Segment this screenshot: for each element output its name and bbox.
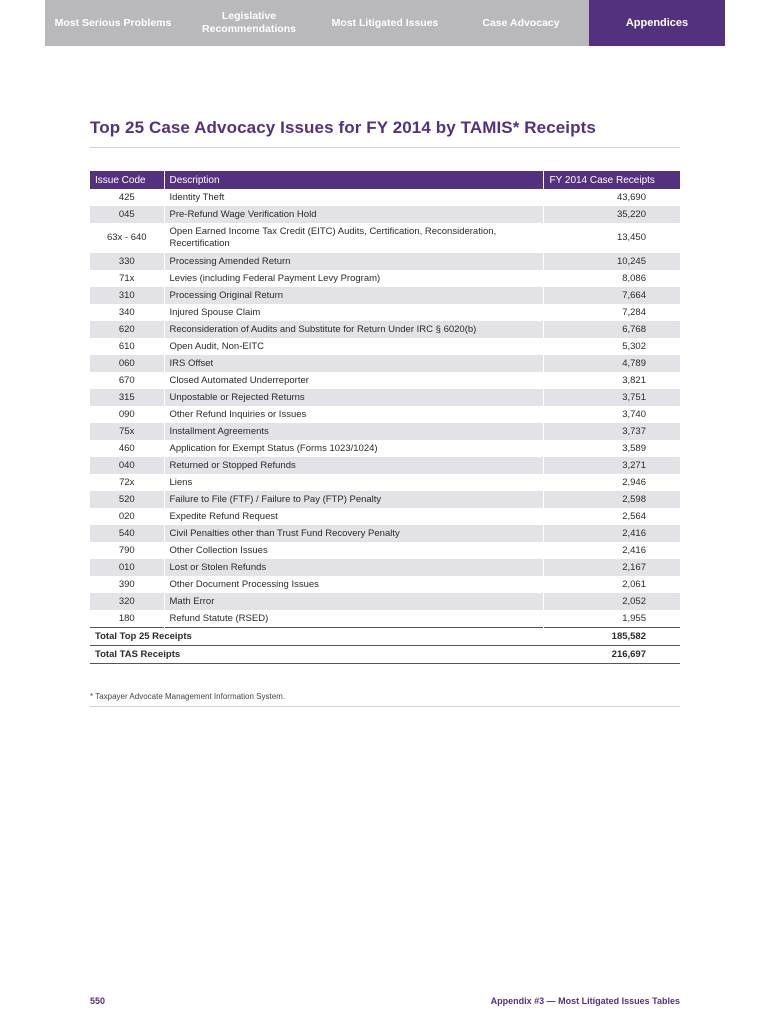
issue-code: 180 — [118, 613, 135, 624]
case-receipts: 3,751 — [543, 389, 680, 406]
issue-code: 520 — [90, 491, 164, 508]
issue-code: 060 — [90, 355, 164, 372]
issue-code: 390 — [118, 579, 135, 590]
issue-description: Other Refund Inquiries or Issues — [164, 406, 543, 423]
table-row — [90, 576, 680, 593]
issue-code: 790 — [118, 545, 135, 556]
issue-description: Civil Penalties other than Trust Fund Recovery Penalty — [164, 525, 543, 542]
issue-description: Installment Agreements — [164, 423, 543, 440]
issue-description: Refund Statute (RSED) — [164, 610, 543, 628]
case-receipts: 7,664 — [543, 287, 680, 304]
issue-description: Processing Amended Return — [164, 253, 543, 270]
issue-description: Failure to File (FTF) / Failure to Pay (FTP) Penalty — [164, 491, 543, 508]
issue-code: 460 — [118, 443, 135, 454]
issue-code: 040 — [90, 457, 164, 474]
issue-description: Closed Automated Underreporter — [164, 372, 543, 389]
case-receipts: 2,416 — [543, 542, 680, 559]
issue-code: 63x - 640 — [106, 232, 147, 243]
case-receipts: 8,086 — [543, 270, 680, 287]
table-row — [90, 593, 680, 610]
issue-description: Expedite Refund Request — [164, 508, 543, 525]
case-receipts: 3,589 — [543, 440, 680, 457]
page-number: 550 — [90, 996, 106, 1006]
table-header-row — [90, 171, 680, 189]
table-row — [90, 542, 680, 559]
issue-description: Returned or Stopped Refunds — [164, 457, 543, 474]
tab-appendices[interactable]: Appendices — [589, 0, 725, 46]
table-row — [90, 270, 680, 287]
issue-code: 090 — [118, 409, 135, 420]
issue-code: 71x — [119, 273, 135, 284]
tab-most-serious-problems[interactable]: Most Serious Problems — [54, 16, 172, 29]
table-row — [90, 457, 680, 474]
issue-description: Lost or Stolen Refunds — [164, 559, 543, 576]
header-case-receipts: FY 2014 Case Receipts — [543, 171, 680, 189]
total-top-25-row — [90, 628, 680, 646]
case-receipts: 3,737 — [543, 423, 680, 440]
table-row — [90, 304, 680, 321]
table-row — [90, 423, 680, 440]
table-row — [90, 525, 680, 542]
table-row — [90, 406, 680, 423]
issue-description: Processing Original Return — [164, 287, 543, 304]
issue-code: 540 — [90, 525, 164, 542]
section-nav — [45, 0, 725, 46]
table-row — [90, 355, 680, 372]
issue-code: 72x — [119, 477, 135, 488]
table-row — [90, 559, 680, 576]
table-row — [90, 253, 680, 270]
issue-code: 320 — [90, 593, 164, 610]
table-row — [90, 474, 680, 491]
case-receipts: 5,302 — [543, 338, 680, 355]
table-row — [90, 508, 680, 525]
issue-description: Open Earned Income Tax Credit (EITC) Audits, Certification, Reconsideration, Recertification — [164, 223, 543, 253]
issue-code: 020 — [118, 511, 135, 522]
table-row — [90, 372, 680, 389]
case-receipts: 2,167 — [543, 559, 680, 576]
case-receipts: 43,690 — [543, 189, 680, 206]
tab-case-advocacy[interactable]: Case Advocacy — [482, 16, 560, 29]
issue-description: Identity Theft — [164, 189, 543, 206]
issue-description: Injured Spouse Claim — [164, 304, 543, 321]
case-receipts: 2,598 — [543, 491, 680, 508]
total-tas-label: Total TAS Receipts — [90, 646, 543, 664]
issue-code: 610 — [118, 341, 135, 352]
issue-code: 620 — [90, 321, 164, 338]
table-row — [90, 223, 680, 253]
issue-description: IRS Offset — [164, 355, 543, 372]
issue-code: 75x — [90, 423, 164, 440]
case-receipts: 13,450 — [543, 223, 680, 253]
tab-legislative-recommendations[interactable]: Legislative Recommendations — [202, 10, 296, 35]
case-receipts: 1,955 — [543, 610, 680, 628]
issue-code: 340 — [118, 307, 135, 318]
table-row — [90, 206, 680, 223]
table-row — [90, 440, 680, 457]
case-receipts: 2,946 — [543, 474, 680, 491]
issue-description: Pre-Refund Wage Verification Hold — [164, 206, 543, 223]
running-footer-title: Appendix #3 — Most Litigated Issues Tables — [490, 996, 680, 1006]
page-title: Top 25 Case Advocacy Issues for FY 2014 by TAMIS* Receipts — [90, 118, 596, 137]
table-footnote: * Taxpayer Advocate Management Information System. — [90, 692, 680, 707]
issue-description: Open Audit, Non-EITC — [164, 338, 543, 355]
total-tas-row — [90, 646, 680, 664]
case-receipts: 2,564 — [543, 508, 680, 525]
total-top-25-label: Total Top 25 Receipts — [90, 628, 543, 646]
case-receipts: 3,821 — [543, 372, 680, 389]
table-body — [90, 189, 680, 628]
table-row — [90, 321, 680, 338]
issue-code: 330 — [90, 253, 164, 270]
issue-code: 310 — [90, 287, 164, 304]
table-row — [90, 389, 680, 406]
case-receipts: 3,271 — [543, 457, 680, 474]
case-receipts: 2,052 — [543, 593, 680, 610]
case-receipts: 2,061 — [543, 576, 680, 593]
total-top-25-value: 185,582 — [543, 628, 680, 646]
issue-code: 315 — [90, 389, 164, 406]
title-divider — [90, 147, 680, 148]
case-receipts: 6,768 — [543, 321, 680, 338]
header-issue-code: Issue Code — [90, 171, 164, 189]
case-advocacy-issues-table — [90, 171, 680, 664]
total-tas-value: 216,697 — [543, 646, 680, 664]
issue-description: Math Error — [164, 593, 543, 610]
table-row — [90, 189, 680, 206]
issue-description: Levies (including Federal Payment Levy Program) — [164, 270, 543, 287]
table-row — [90, 287, 680, 304]
table-row — [90, 338, 680, 355]
case-receipts: 7,284 — [543, 304, 680, 321]
issue-description: Other Collection Issues — [164, 542, 543, 559]
issue-description: Reconsideration of Audits and Substitute for Return Under IRC § 6020(b) — [164, 321, 543, 338]
case-receipts: 35,220 — [543, 206, 680, 223]
issue-description: Application for Exempt Status (Forms 1023/1024) — [164, 440, 543, 457]
case-receipts: 2,416 — [543, 525, 680, 542]
case-receipts: 4,789 — [543, 355, 680, 372]
tab-most-litigated-issues[interactable]: Most Litigated Issues — [331, 16, 439, 29]
issue-code: 670 — [118, 375, 135, 386]
issue-code: 045 — [90, 206, 164, 223]
issue-description: Unpostable or Rejected Returns — [164, 389, 543, 406]
table-row — [90, 610, 680, 628]
issue-description: Other Document Processing Issues — [164, 576, 543, 593]
header-description: Description — [164, 171, 543, 189]
issue-code: 010 — [90, 559, 164, 576]
table-row — [90, 491, 680, 508]
case-receipts: 10,245 — [543, 253, 680, 270]
case-receipts: 3,740 — [543, 406, 680, 423]
issue-description: Liens — [164, 474, 543, 491]
issue-code: 425 — [118, 192, 135, 203]
